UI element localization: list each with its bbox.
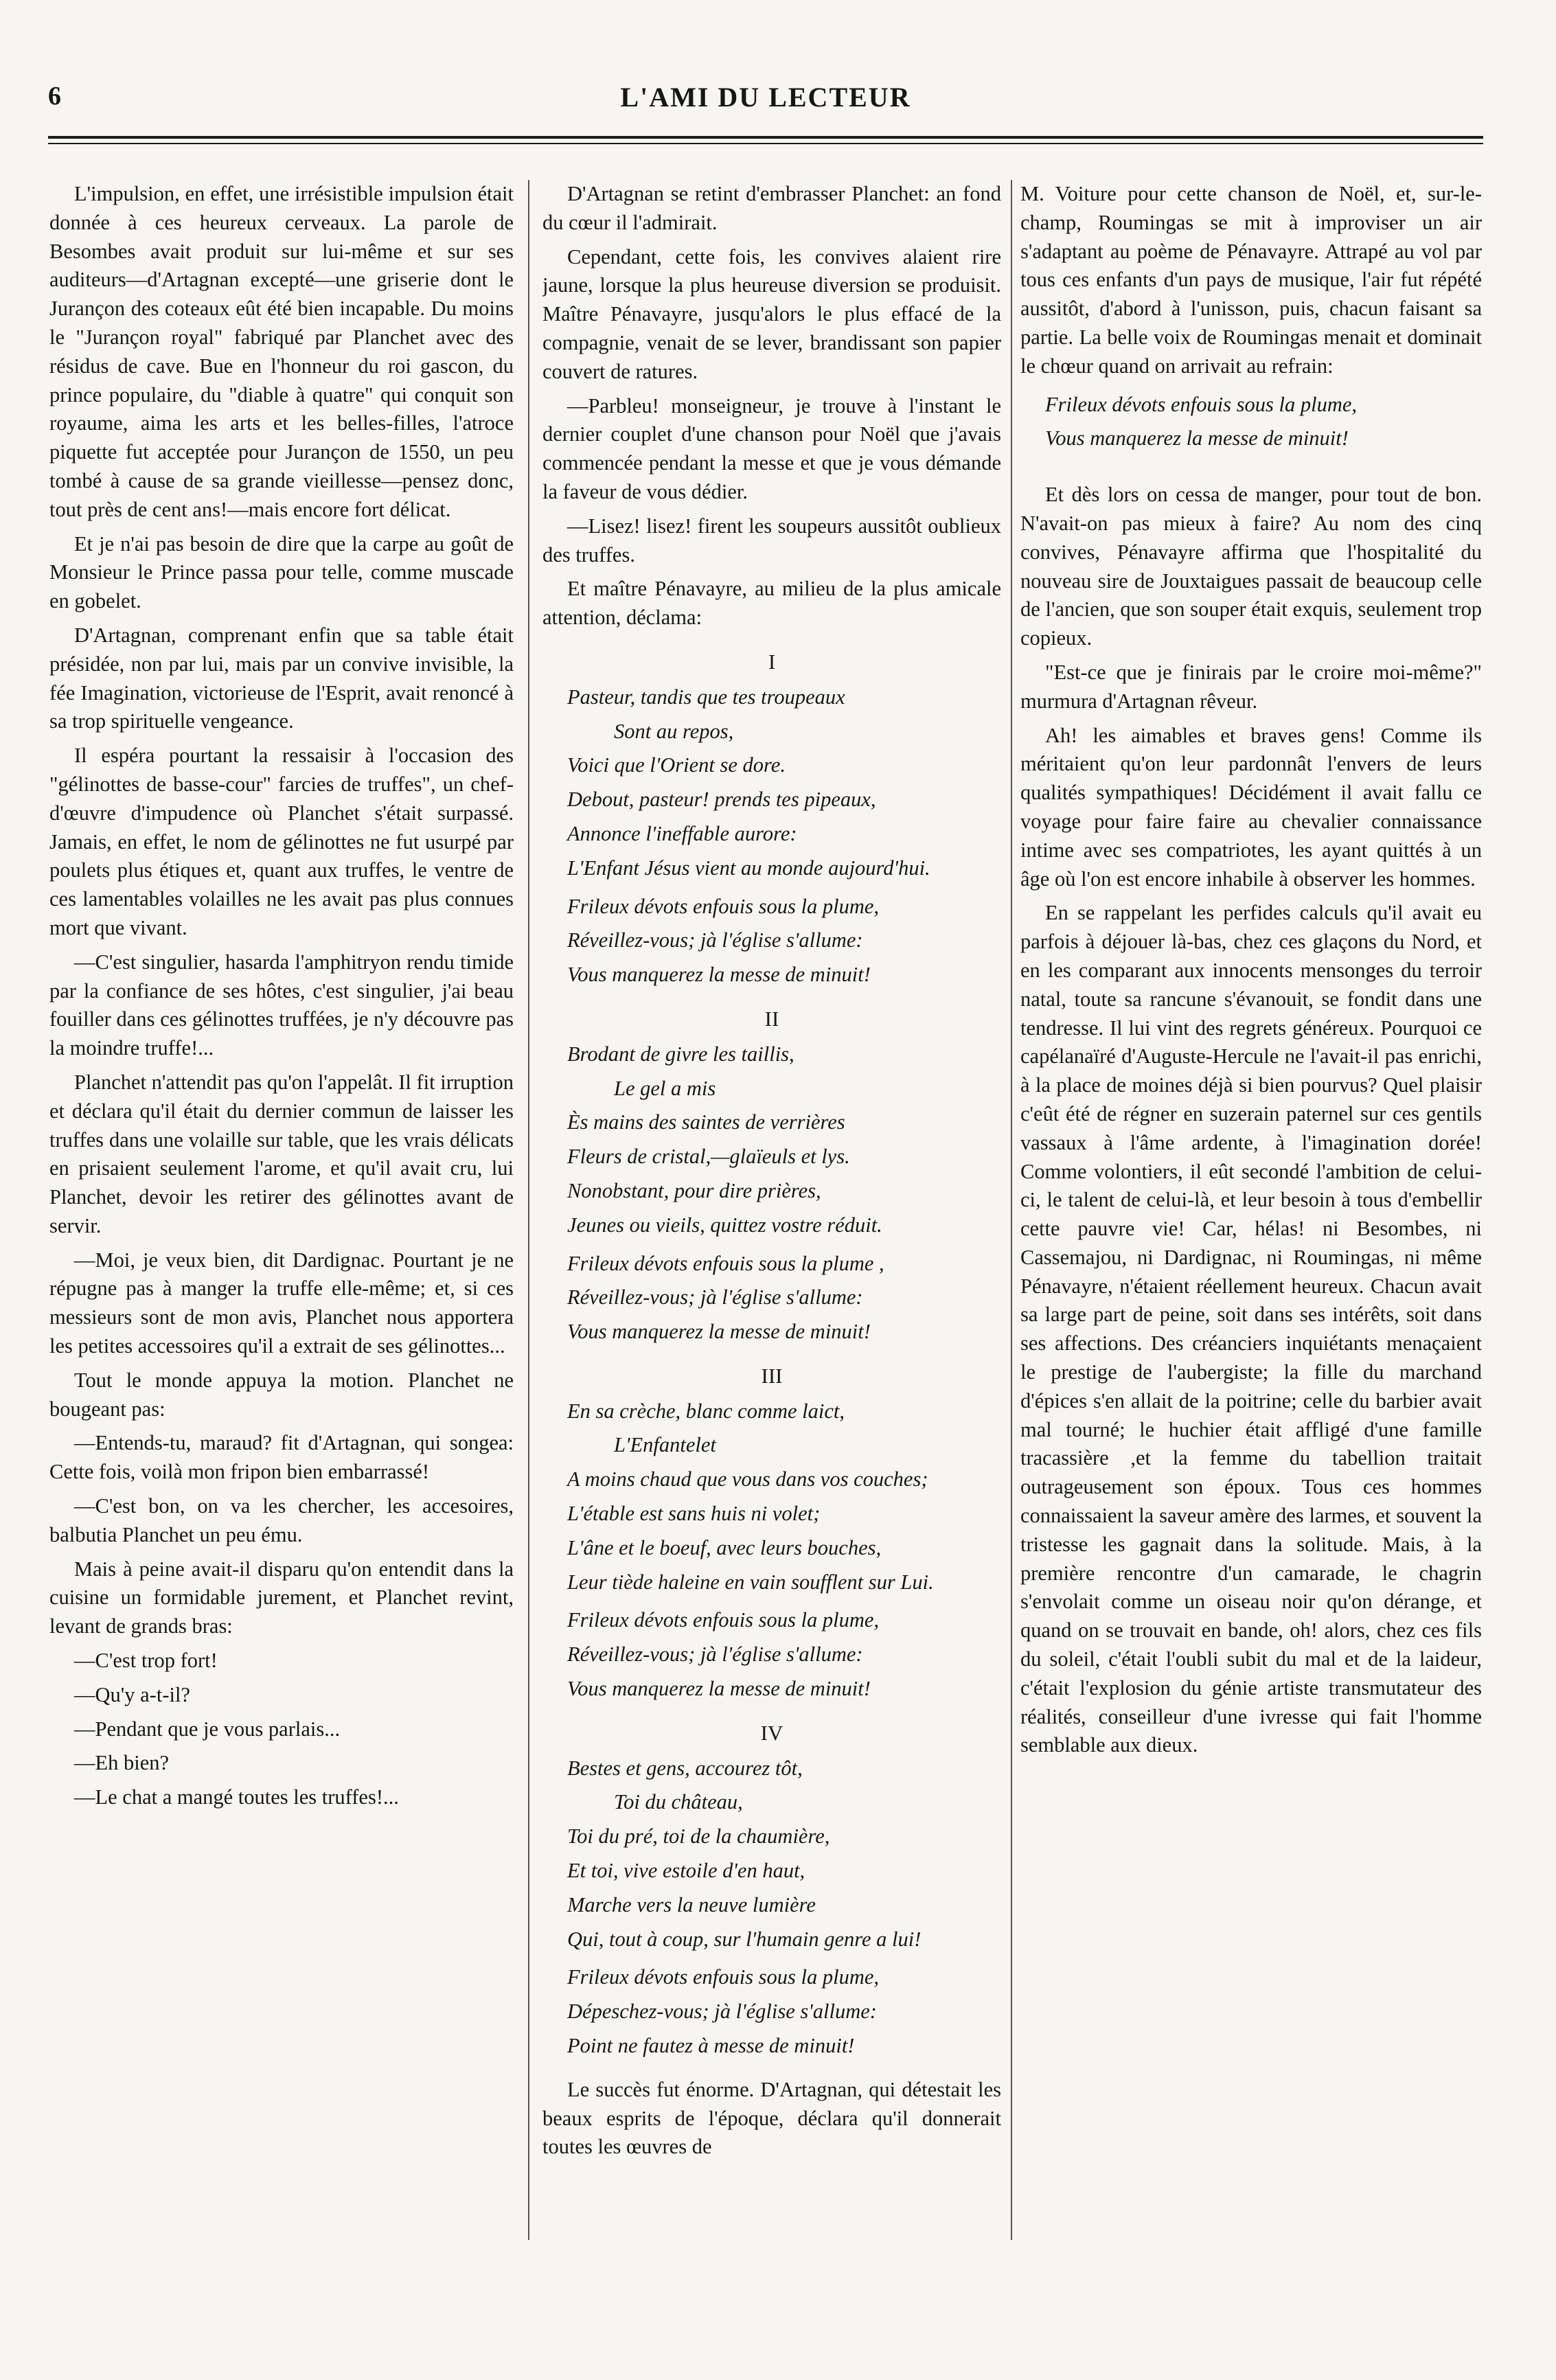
verse-line: L'étable est sans huis ni volet; xyxy=(567,1502,821,1526)
paragraph: —C'est singulier, hasarda l'amphitryon rendu timide par la confiance de ses hôtes, c'est singulier, j'ai beau fouiller dans ces gélinottes truffées, je n'y découvre pas la moindre truffe!... xyxy=(49,950,514,1060)
column-divider xyxy=(528,180,529,2240)
christmas-poem xyxy=(542,648,1001,2061)
paragraph: Planchet n'attendit pas qu'on l'appelât. Il fit irruption et déclara qu'il était du dernier commun de laisser les truffes dans une volaille sur table, que les vrais délicats en prisaient seulement l'arome, et qu'il avait cru, lui Planchet, devoir les retirer des gélinottes avant de servir. xyxy=(49,1070,514,1237)
refrain-line: Réveillez-vous; jà l'église s'allume: xyxy=(567,1643,863,1667)
paragraph: Et dès lors on cessa de manger, pour tout de bon. N'avait-on pas mieux à faire? Au nom des cinq convives, Pénavayre affirma que l'hospitalité du nouveau sire de Jouxtaigues passait de beaucoup celle de l'ancien, que son souper était exquis, seulement trop copieux. xyxy=(1020,483,1482,650)
column-left xyxy=(49,180,514,2343)
paragraph: —Qu'y a-t-il? xyxy=(74,1682,190,1706)
verse-line: Nonobstant, pour dire prières, xyxy=(567,1178,821,1202)
paragraph: Ah! les aimables et braves gens! Comme ils méritaient qu'on leur pardonnât l'envers de leurs qualités sympathiques! Décidément il avait fallu ce voyage pour faire faire au chevalier connaissance intime avec ses compatriotes, les ayant quittés à un âge où l'on est encore inhabile à observer les hommes. xyxy=(1020,723,1482,891)
paragraph: D'Artagnan se retint d'embrasser Planchet: an fond du cœur il l'admirait. xyxy=(542,182,1001,234)
paragraph: "Est-ce que je finirais par le croire moi-même?" murmura d'Artagnan rêveur. xyxy=(1020,660,1482,713)
stanza xyxy=(542,1397,1001,1597)
paragraph: Mais à peine avait-il disparu qu'on entendit dans la cuisine un formidable jurement, et Planchet revint, levant de grands bras: xyxy=(49,1557,514,1638)
stanza-number: III xyxy=(761,1363,783,1388)
paragraph: Et je n'ai pas besoin de dire que la carpe au goût de Monsieur le Prince passa pour telle, comme muscade en gobelet. xyxy=(49,531,514,613)
column-divider xyxy=(1011,180,1012,2240)
verse-line: Debout, pasteur! prends tes pipeaux, xyxy=(567,788,876,812)
stanza-number: II xyxy=(764,1006,779,1031)
verse-line: Voici que l'Orient se dore. xyxy=(567,753,786,777)
verse-line: Ès mains des saintes de verrières xyxy=(567,1110,845,1134)
verse-line: Fleurs de cristal,—glaïeuls et lys. xyxy=(567,1145,850,1169)
paragraph: —Entends-tu, maraud? fit d'Artagnan, qui songea: Cette fois, voilà mon fripon bien embarrassé! xyxy=(49,1431,514,1484)
column-right xyxy=(1020,180,1482,2343)
paragraph: Cependant, cette fois, les convives alaient rire jaune, lorsque la plus heureuse diversion se produisit. Maître Pénavayre, jusqu'alors le plus effacé de la compagnie, venait de se lever, brandissant son papier couvert de ratures. xyxy=(542,244,1001,383)
verse-line: Qui, tout à coup, sur l'humain genre a lui! xyxy=(567,1927,922,1951)
stanza xyxy=(542,683,1001,883)
refrain-line: Vous manquerez la messe de minuit! xyxy=(1045,426,1349,450)
refrain-line: Réveillez-vous; jà l'église s'allume: xyxy=(567,928,863,952)
paragraph: Tout le monde appuya la motion. Planchet ne bougeant pas: xyxy=(49,1368,514,1421)
verse-line: Toi du pré, toi de la chaumière, xyxy=(567,1824,830,1849)
paragraph: M. Voiture pour cette chanson de Noël, et, sur-le-champ, Roumingas se mit à improviser un air s'adaptant au poème de Pénavayre. Attrapé au vol par tous ces enfants d'un pays de musique, l'air fut répété aussitôt, d'abord à l'unisson, puis, chacun faisant sa partie. La belle voix de Roumingas menait et dominait le chœur quand on arrivait au refrain: xyxy=(1020,182,1482,378)
stanza xyxy=(542,1754,1001,1954)
verse-line: Toi du château, xyxy=(614,1790,743,1814)
paragraph: —Lisez! lisez! firent les soupeurs aussitôt oublieux des truffes. xyxy=(542,514,1001,567)
column-middle xyxy=(542,180,1001,2343)
refrain-line: Frileux dévots enfouis sous la plume , xyxy=(567,1251,884,1275)
paragraph: L'impulsion, en effet, une irrésistible impulsion était donnée à ces heureux cerveaux. La parole de Besombes avait produit sur lui-même et sur ses auditeurs—d'Artagnan excepté—une griserie dont le Jurançon des coteaux eût été bien incapable. Du moins le "Jurançon royal" fabriqué par Planchet avec des résidus de cave. Bue en l'honneur du roi gascon, du prince populaire, du "diable à quatre" qui conquit son royaume, aima les arts et les belles-filles, l'atroce piquette fut acceptée pour Jurançon de 1550, un peu tombé à cause de sa grande vieillesse—pensez donc, tout près de cent ans!—mais encore fort délicat. xyxy=(49,182,514,521)
paragraph: —Moi, je veux bien, dit Dardignac. Pourtant je ne répugne pas à manger la truffe elle-même; et, si ces messieurs sont de mon avis, Planchet nous apportera les petites accessoires qu'il a extrait de ses gélinottes... xyxy=(49,1248,514,1358)
verse-line: En sa crèche, blanc comme laict, xyxy=(567,1399,845,1423)
paragraph: —Eh bien? xyxy=(74,1751,170,1775)
header-rule xyxy=(48,136,1483,139)
refrain-line: Dépeschez-vous; jà l'église s'allume: xyxy=(567,2000,877,2024)
paragraph: —Pendant que je vous parlais... xyxy=(74,1717,341,1741)
stanza xyxy=(542,1040,1001,1240)
refrain-line: Frileux dévots enfouis sous la plume, xyxy=(567,1965,880,1989)
paragraph: Et maître Pénavayre, au milieu de la plus amicale attention, déclama: xyxy=(542,577,1001,630)
verse-line: L'Enfantelet xyxy=(614,1433,716,1457)
paragraph: —C'est trop fort! xyxy=(74,1649,218,1673)
page-number: 6 xyxy=(48,82,61,111)
paragraph: D'Artagnan, comprenant enfin que sa table était présidée, non par lui, mais par un convive invisible, la fée Imagination, victorieuse de l'Esprit, avait renoncé à sa trop spirituelle vengeance. xyxy=(49,623,514,733)
verse-line: Bestes et gens, accourez tôt, xyxy=(567,1756,803,1780)
refrain xyxy=(1020,391,1482,454)
verse-line: Leur tiède haleine en vain soufflent sur Lui. xyxy=(567,1570,934,1594)
verse-line: Jeunes ou vieils, quittez vostre réduit. xyxy=(567,1213,882,1237)
paragraph: Le succès fut énorme. D'Artagnan, qui détestait les beaux esprits de l'époque, déclara qu'il donnerait toutes les œuvres de xyxy=(542,2077,1001,2159)
verse-line: Brodant de givre les taillis, xyxy=(567,1042,794,1066)
verse-line: L'âne et le boeuf, avec leurs bouches, xyxy=(567,1535,882,1559)
refrain-line: Frileux dévots enfouis sous la plume, xyxy=(1045,392,1358,416)
verse-line: Pasteur, tandis que tes troupeaux xyxy=(567,685,845,709)
refrain-line: Frileux dévots enfouis sous la plume, xyxy=(567,1608,880,1632)
paragraph: —Le chat a mangé toutes les truffes!... xyxy=(74,1785,399,1809)
header-rule-thin xyxy=(48,143,1483,144)
refrain-line: Réveillez-vous; jà l'église s'allume: xyxy=(567,1285,863,1309)
refrain xyxy=(542,893,1001,989)
verse-line: Marche vers la neuve lumière xyxy=(567,1892,816,1916)
verse-line: Et toi, vive estoile d'en haut, xyxy=(567,1859,805,1883)
running-title: L'AMI DU LECTEUR xyxy=(620,82,911,113)
refrain-line: Vous manquerez la messe de minuit! xyxy=(567,1320,871,1344)
refrain xyxy=(542,1250,1001,1347)
verse-line: Sont au repos, xyxy=(614,719,734,743)
refrain-line: Vous manquerez la messe de minuit! xyxy=(567,963,871,987)
page-header xyxy=(48,81,1483,129)
paragraph: En se rappelant les perfides calculs qu'il avait eu parfois à déjouer là-bas, chez ces glaçons du Nord, et en les comparant aux innocents mensonges du terroir natal, toute sa rancune s'évanouit, se fondit dans une tendresse. Il lui vint des regrets généreux. Pourquoi ce capélanaïré d'Auguste-Hercule ne l'avait-il pas enrichi, à la place de moines déjà si bien pourvus? Quel plaisir c'eût été de régner en suzerain paternel sur ces gentils vassaux à l'âme ardente, à l'imagination dorée! Comme volontiers, il eût secondé l'ambition de celui-ci, le talent de celui-là, et leur besoin à tous d'embellir cette pauvre vie! Car, hélas! ni Besombes, ni Cassemajou, ni Dardignac, ni Roumingas, ni même Pénavayre, n'étaient réellement heureux. Chacun avait sa large part de peine, soit dans ses intérêts, soit dans ses affections. Des créanciers inquiétants menaçaient le prestige de l'aubergiste; la fille du marchand d'épices s'en allait de la poitrine; celle du barbier avait mal tourné; le huchier était affligé d'une famille tracassière ,et la femme du tabellion traitait outrageusement son époux. Tous ces hommes connaissaient la saveur amère des larmes, et souvent la tristesse les gagnait dans la solitude. Mais, à la première rencontre d'un camarade, le chagrin s'envolait comme un oiseau noir qu'on dérange, et quand on se trouvait en bande, oh! alors, chez ces fils du soleil, c'était l'oubli subit du mal et de la laideur, c'était l'explosion du génie artiste transmutateur des réalités, conseilleur d'une ivresse qui fait l'homme semblable aux dieux. xyxy=(1020,901,1482,1757)
refrain-line: Point ne fautez à messe de minuit! xyxy=(567,2034,855,2058)
refrain-line: Vous manquerez la messe de minuit! xyxy=(567,1677,871,1701)
refrain xyxy=(542,1963,1001,2060)
verse-line: L'Enfant Jésus vient au monde aujourd'hui. xyxy=(567,856,930,880)
paragraph: Il espéra pourtant la ressaisir à l'occasion des "gélinottes de basse-cour" farcies de truffes", un chef-d'œuvre d'impudence où Planchet s'était surpassé. Jamais, en effet, le nom de gélinottes ne fut usurpé par poulets plus étiques et, quant aux truffes, le ventre de ces lamentables volailles ne les avait pas plus connues mort que vivant. xyxy=(49,744,514,939)
refrain xyxy=(542,1606,1001,1703)
stanza-number: IV xyxy=(760,1720,783,1745)
verse-line: A moins chaud que vous dans vos couches; xyxy=(567,1467,928,1491)
stanza-number: I xyxy=(768,649,776,674)
refrain-line: Frileux dévots enfouis sous la plume, xyxy=(567,894,880,918)
paragraph: —C'est bon, on va les chercher, les accesoires, balbutia Planchet un peu ému. xyxy=(49,1494,514,1546)
verse-line: Annonce l'ineffable aurore: xyxy=(567,821,797,845)
paragraph: —Parbleu! monseigneur, je trouve à l'instant le dernier couplet d'une chanson pour Noël que j'avais commencée pendant la messe et que je vous démande la faveur de vous dédier. xyxy=(542,393,1001,503)
verse-line: Le gel a mis xyxy=(614,1076,716,1100)
